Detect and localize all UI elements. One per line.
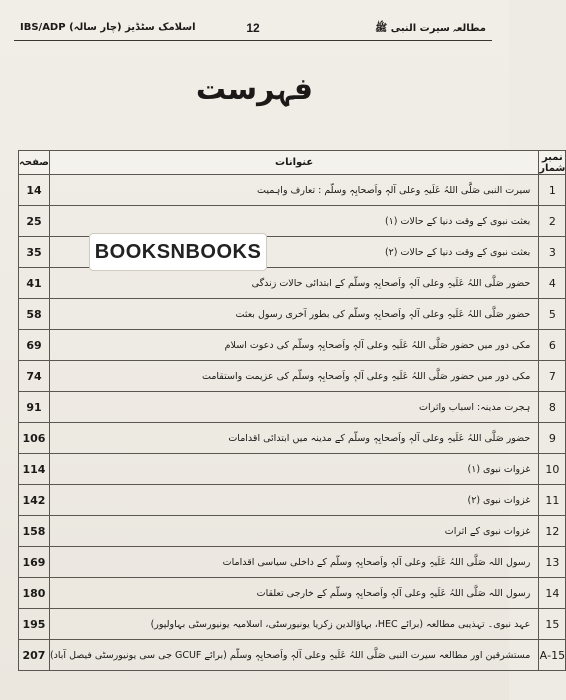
page-number: 12 xyxy=(246,21,260,35)
row-number: 3 xyxy=(539,237,566,268)
row-page: 35 xyxy=(19,237,50,268)
row-title: مکی دور میں حضور صَلَّی اللہُ عَلَیہِ وعلی آلہٖ واَصحابِہٖ وسلّم کی عزیمت واستقامت xyxy=(49,361,538,392)
header-number: نمبر شمار xyxy=(539,151,566,174)
row-page: 207 xyxy=(19,640,50,671)
table-header-row xyxy=(19,151,566,175)
watermark-label: BOOKSNBOOKS xyxy=(89,233,267,271)
row-title: ہجرت مدینہ: اسباب واثرات xyxy=(49,392,538,423)
row-title: حضور صَلَّی اللہُ عَلَیہِ وعلی آلہٖ واَصحابِہٖ وسلّم کے مدینہ میں ابتدائی اقدامات xyxy=(49,423,538,454)
row-title: حضور صَلَّی اللہُ عَلَیہِ وعلی آلہٖ واَصحابِہٖ وسلّم کی بطور آخری رسول بعثت xyxy=(49,299,538,330)
table-row xyxy=(19,175,566,206)
row-number: 14 xyxy=(539,578,566,609)
row-page: 142 xyxy=(19,485,50,516)
row-title: بعثت نبوی کے وقت دنیا کے حالات (۲) xyxy=(49,237,538,268)
header-book-title: مطالعہ سیرت النبی ﷺ xyxy=(375,23,486,34)
row-number: 15 xyxy=(539,609,566,640)
table-row xyxy=(19,299,566,330)
row-number: 15-A xyxy=(539,640,566,671)
row-title: مستشرقین اور مطالعہ سیرت النبی صَلَّی اللہُ عَلَیہِ وعلی آلہٖ واَصحابِہٖ وسلّم (برائے GCUF جی سی یونیورسٹی فیصل آباد) xyxy=(49,640,538,671)
row-title: عہد نبوی۔ تہذیبی مطالعہ (برائے HEC، بہاؤالدین زکریا یونیورسٹی، اسلامیہ یونیورسٹی بہاولپور) xyxy=(49,609,538,640)
row-title: مکی دور میں حضور صَلَّی اللہُ عَلَیہِ وعلی آلہٖ واَصحابِہٖ وسلّم کی دعوت اسلام xyxy=(49,330,538,361)
row-title: رسول اللہ صَلَّی اللہُ عَلَیہِ وعلی آلہٖ واَصحابِہٖ وسلّم کے خارجی تعلقات xyxy=(49,578,538,609)
row-page: 114 xyxy=(19,454,50,485)
table-row xyxy=(19,609,566,640)
row-page: 169 xyxy=(19,547,50,578)
page-title: فہرست xyxy=(195,72,314,107)
table-row xyxy=(19,547,566,578)
header-topics: عنوانات xyxy=(49,151,538,175)
row-title: غزوات نبوی (۲) xyxy=(49,485,538,516)
row-number: 1 xyxy=(539,175,566,206)
table-row xyxy=(19,423,566,454)
table-of-contents xyxy=(18,150,566,671)
row-number: 2 xyxy=(539,206,566,237)
row-number: 6 xyxy=(539,330,566,361)
table-row xyxy=(19,392,566,423)
row-title: سیرت النبی صَلَّی اللہُ عَلَیہِ وعلی آلہٖ واَصحابِہٖ وسلّم : تعارف واہمیت xyxy=(49,175,538,206)
row-page: 74 xyxy=(19,361,50,392)
row-page: 106 xyxy=(19,423,50,454)
row-page: 195 xyxy=(19,609,50,640)
row-title: رسول اللہ صَلَّی اللہُ عَلَیہِ وعلی آلہٖ واَصحابِہٖ وسلّم کے داخلی سیاسی اقدامات xyxy=(49,547,538,578)
row-title: غزوات نبوی (۱) xyxy=(49,454,538,485)
row-title: حضور صَلَّی اللہُ عَلَیہِ وعلی آلہٖ واَصحابِہٖ وسلّم کے ابتدائی حالات زندگی xyxy=(49,268,538,299)
row-page: 180 xyxy=(19,578,50,609)
table-row xyxy=(19,454,566,485)
row-page: 41 xyxy=(19,268,50,299)
row-number: 10 xyxy=(539,454,566,485)
table-row xyxy=(19,640,566,671)
row-number: 11 xyxy=(539,485,566,516)
running-header xyxy=(14,20,492,41)
row-number: 13 xyxy=(539,547,566,578)
table-row xyxy=(19,516,566,547)
row-number: 8 xyxy=(539,392,566,423)
table-row xyxy=(19,578,566,609)
row-number: 12 xyxy=(539,516,566,547)
table-row xyxy=(19,206,566,237)
header-page: صفحہ xyxy=(19,151,50,175)
table-row xyxy=(19,485,566,516)
row-page: 25 xyxy=(19,206,50,237)
row-number: 7 xyxy=(539,361,566,392)
table-row xyxy=(19,330,566,361)
table-row xyxy=(19,361,566,392)
row-page: 69 xyxy=(19,330,50,361)
row-page: 58 xyxy=(19,299,50,330)
header-course-label: IBS/ADP اسلامک سٹڈیز (چار سالہ) xyxy=(20,22,196,33)
row-page: 91 xyxy=(19,392,50,423)
row-page: 14 xyxy=(19,175,50,206)
row-title: بعثت نبوی کے وقت دنیا کے حالات (۱) xyxy=(49,206,538,237)
row-page: 158 xyxy=(19,516,50,547)
row-number: 4 xyxy=(539,268,566,299)
row-number: 9 xyxy=(539,423,566,454)
table-row xyxy=(19,268,566,299)
row-number: 5 xyxy=(539,299,566,330)
row-title: غزوات نبوی کے اثرات xyxy=(49,516,538,547)
